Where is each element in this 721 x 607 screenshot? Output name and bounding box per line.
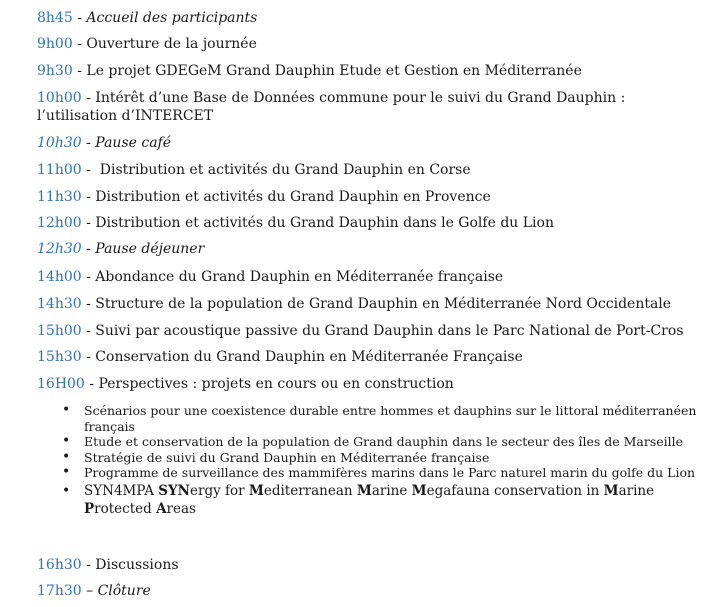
agenda-time: 10h30 bbox=[37, 135, 82, 151]
agenda-row bbox=[37, 348, 713, 366]
agenda-text: Perspectives : projets en cours ou en construction bbox=[98, 376, 454, 392]
agenda-row bbox=[37, 268, 713, 286]
agenda-text: Suivi par acoustique passive du Grand Dauphin dans le Parc National de Port-Cros bbox=[95, 323, 684, 339]
agenda-time: 8h45 bbox=[37, 10, 73, 26]
agenda-separator: - bbox=[81, 189, 96, 205]
agenda-row bbox=[37, 35, 713, 53]
agenda-text: Distribution et activités du Grand Dauphin dans le Golfe du Lion bbox=[95, 215, 554, 231]
agenda-time: 15h00 bbox=[37, 323, 82, 339]
agenda-text: Pause déjeuner bbox=[95, 241, 205, 257]
list-item-synergy bbox=[62, 482, 712, 518]
agenda-time: 12h00 bbox=[37, 215, 82, 231]
agenda-separator: - bbox=[72, 63, 87, 79]
agenda-row bbox=[37, 582, 713, 600]
agenda-separator: - bbox=[81, 349, 96, 365]
agenda-time: 9h00 bbox=[37, 36, 73, 52]
agenda-text: Clôture bbox=[97, 583, 151, 599]
agenda-separator: - bbox=[81, 269, 96, 285]
agenda-separator: – bbox=[81, 583, 98, 599]
perspectives-list bbox=[62, 403, 712, 518]
agenda-time: 9h30 bbox=[37, 63, 73, 79]
synergy-word-part: reas bbox=[166, 500, 196, 517]
synergy-acronym-letter: M bbox=[356, 482, 372, 499]
synergy-acronym-letter: P bbox=[84, 500, 95, 517]
agenda-separator: - bbox=[81, 296, 96, 312]
agenda-time: 11h30 bbox=[37, 189, 82, 205]
list-item: • Scénarios pour une coexistence durable entre hommes et dauphins sur le littoral méditerranéen français bbox=[62, 403, 712, 434]
agenda-time: 12h30 bbox=[37, 241, 82, 257]
agenda-separator: - bbox=[81, 135, 96, 151]
agenda-row bbox=[37, 9, 713, 27]
agenda-separator: - bbox=[81, 557, 96, 573]
synergy-word-part: rotected bbox=[94, 500, 157, 517]
agenda-text: Discussions bbox=[95, 557, 179, 573]
synergy-word-part: egafauna conservation in bbox=[426, 482, 604, 499]
agenda-text: Distribution et activités du Grand Dauphin en Corse bbox=[99, 162, 471, 178]
agenda-row bbox=[37, 62, 713, 80]
agenda-time: 16H00 bbox=[37, 376, 85, 392]
agenda-time: 16h30 bbox=[37, 557, 82, 573]
agenda-time: 10h00 bbox=[37, 90, 82, 106]
agenda-separator: - bbox=[81, 241, 96, 257]
agenda-row bbox=[37, 556, 713, 574]
agenda-text: Conservation du Grand Dauphin en Méditerranée Française bbox=[95, 349, 523, 365]
agenda-time: 14h00 bbox=[37, 269, 82, 285]
agenda-text: Pause café bbox=[95, 135, 172, 151]
synergy-acronym-letter: M bbox=[603, 482, 619, 499]
synergy-word-part: arine bbox=[371, 482, 412, 499]
list-item: • Stratégie de suivi du Grand Dauphin en Méditerranée française bbox=[62, 450, 712, 466]
agenda-separator: - bbox=[72, 10, 87, 26]
synergy-word-part: editerranean bbox=[263, 482, 357, 499]
agenda-row bbox=[37, 240, 713, 258]
synergy-word-part: ergy for bbox=[190, 482, 249, 499]
agenda-row bbox=[37, 375, 713, 393]
list-item: • Etude et conservation de la population de Grand dauphin dans le secteur des îles de Marseille bbox=[62, 434, 712, 450]
agenda-row bbox=[37, 214, 713, 232]
agenda-separator: - bbox=[72, 36, 87, 52]
agenda-text: Structure de la population de Grand Dauphin en Méditerranée Nord Occidentale bbox=[95, 296, 672, 312]
agenda-separator: - bbox=[81, 90, 96, 106]
agenda-text: Abondance du Grand Dauphin en Méditerranée française bbox=[95, 269, 504, 285]
agenda-text: Ouverture de la journée bbox=[86, 36, 257, 52]
agenda-text: Le projet GDEGeM Grand Dauphin Etude et Gestion en Méditerranée bbox=[86, 63, 582, 79]
agenda-row bbox=[37, 89, 701, 125]
agenda-separator: - bbox=[81, 162, 100, 178]
agenda-time: 15h30 bbox=[37, 349, 82, 365]
synergy-acronym-letter: A bbox=[156, 500, 167, 517]
agenda-row bbox=[37, 322, 713, 340]
agenda-text: Distribution et activités du Grand Dauphin en Provence bbox=[95, 189, 491, 205]
agenda-time: 14h30 bbox=[37, 296, 82, 312]
synergy-prefix: SYN4MPA bbox=[84, 482, 159, 499]
agenda-separator: - bbox=[84, 376, 99, 392]
agenda-time: 11h00 bbox=[37, 162, 82, 178]
synergy-word-part: arine bbox=[618, 482, 655, 499]
agenda-row bbox=[37, 188, 713, 206]
agenda-row bbox=[37, 134, 713, 152]
agenda-time: 17h30 bbox=[37, 583, 82, 599]
agenda-text: Accueil des participants bbox=[86, 10, 258, 26]
agenda-row bbox=[37, 295, 713, 313]
synergy-acronym-letter: M bbox=[411, 482, 427, 499]
agenda-separator: - bbox=[81, 323, 96, 339]
synergy-acronym-letter: SYN bbox=[158, 482, 191, 499]
list-item: • Programme de surveillance des mammifères marins dans le Parc naturel marin du golfe du Lion bbox=[62, 465, 712, 481]
agenda-text: Intérêt d’une Base de Données commune pour le suivi du Grand Dauphin : l’utilisation d’INTERCET bbox=[37, 90, 626, 124]
synergy-acronym-letter: M bbox=[248, 482, 264, 499]
agenda-row bbox=[37, 161, 713, 179]
agenda-separator: - bbox=[81, 215, 96, 231]
